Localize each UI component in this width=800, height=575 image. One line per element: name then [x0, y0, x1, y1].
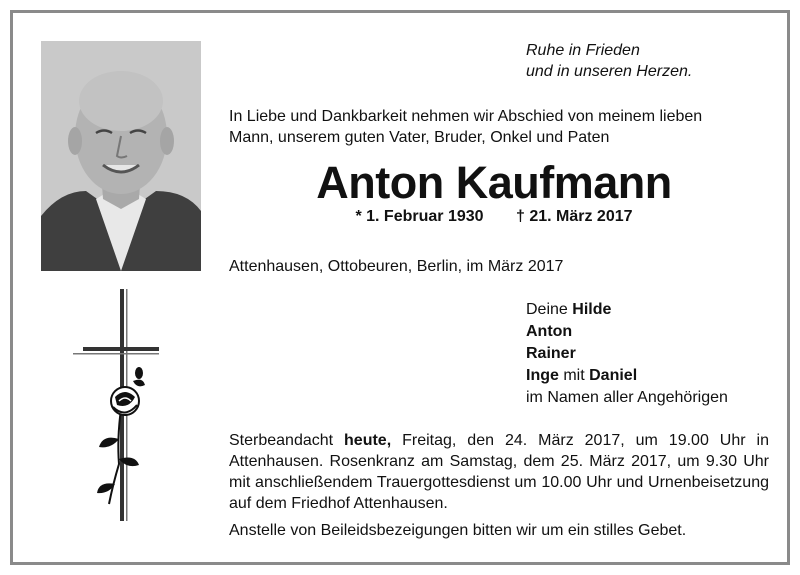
family-name-inge: Inge: [526, 367, 559, 384]
family-name-rainer: Rainer: [526, 345, 576, 362]
service-notice: [229, 430, 769, 514]
portrait-image: [41, 41, 201, 271]
place-and-date: Attenhausen, Ottobeuren, Berlin, im März 2017: [229, 258, 564, 275]
notice-details: Freitag, den 24. März 2017, um 19.00 Uhr in Attenhausen. Rosenkranz am Samstag, dem 25. März 2017, um 9.30 Uhr mit anschließendem Trauergottesdienst um 10.00 Uhr und Urnenbeisetzung auf dem Friedhof Attenhausen.: [229, 432, 769, 512]
family-line-2: [526, 321, 728, 343]
death-date: † 21. März 2017: [516, 208, 633, 225]
life-dates: [229, 208, 759, 226]
motto: [526, 40, 692, 82]
cross-with-rose-icon: [73, 289, 173, 539]
family-line-1-prefix: Deine: [526, 301, 568, 318]
family-name-daniel: Daniel: [589, 367, 638, 384]
family-line-3: [526, 343, 728, 365]
family-name-hilde: Hilde: [572, 301, 612, 318]
intro-line-1: In Liebe und Dankbarkeit nehmen wir Abschied von meinem lieben: [229, 108, 703, 125]
family-name-anton: Anton: [526, 323, 573, 340]
intro-line-2: Mann, unserem guten Vater, Bruder, Onkel und Paten: [229, 129, 610, 146]
intro-text: [229, 106, 769, 148]
notice-today: heute,: [344, 432, 392, 449]
obituary-frame: [10, 10, 790, 565]
family-line-1: [526, 299, 728, 321]
family-line-4-connector: mit: [563, 367, 585, 384]
birth-date: * 1. Februar 1930: [355, 208, 484, 225]
family-line-5: im Namen aller Angehörigen: [526, 389, 728, 406]
family-line-4: [526, 365, 728, 387]
portrait-photo: [41, 41, 201, 271]
motto-line-2: und in unseren Herzen.: [526, 63, 693, 80]
deceased-name: Anton Kaufmann: [316, 157, 672, 208]
closing-request: Anstelle von Beileidsbezeigungen bitten wir um ein stilles Gebet.: [229, 522, 687, 539]
family-signatures: [526, 299, 728, 409]
motto-line-1: Ruhe in Frieden: [526, 42, 640, 59]
notice-start: Sterbeandacht: [229, 432, 334, 449]
